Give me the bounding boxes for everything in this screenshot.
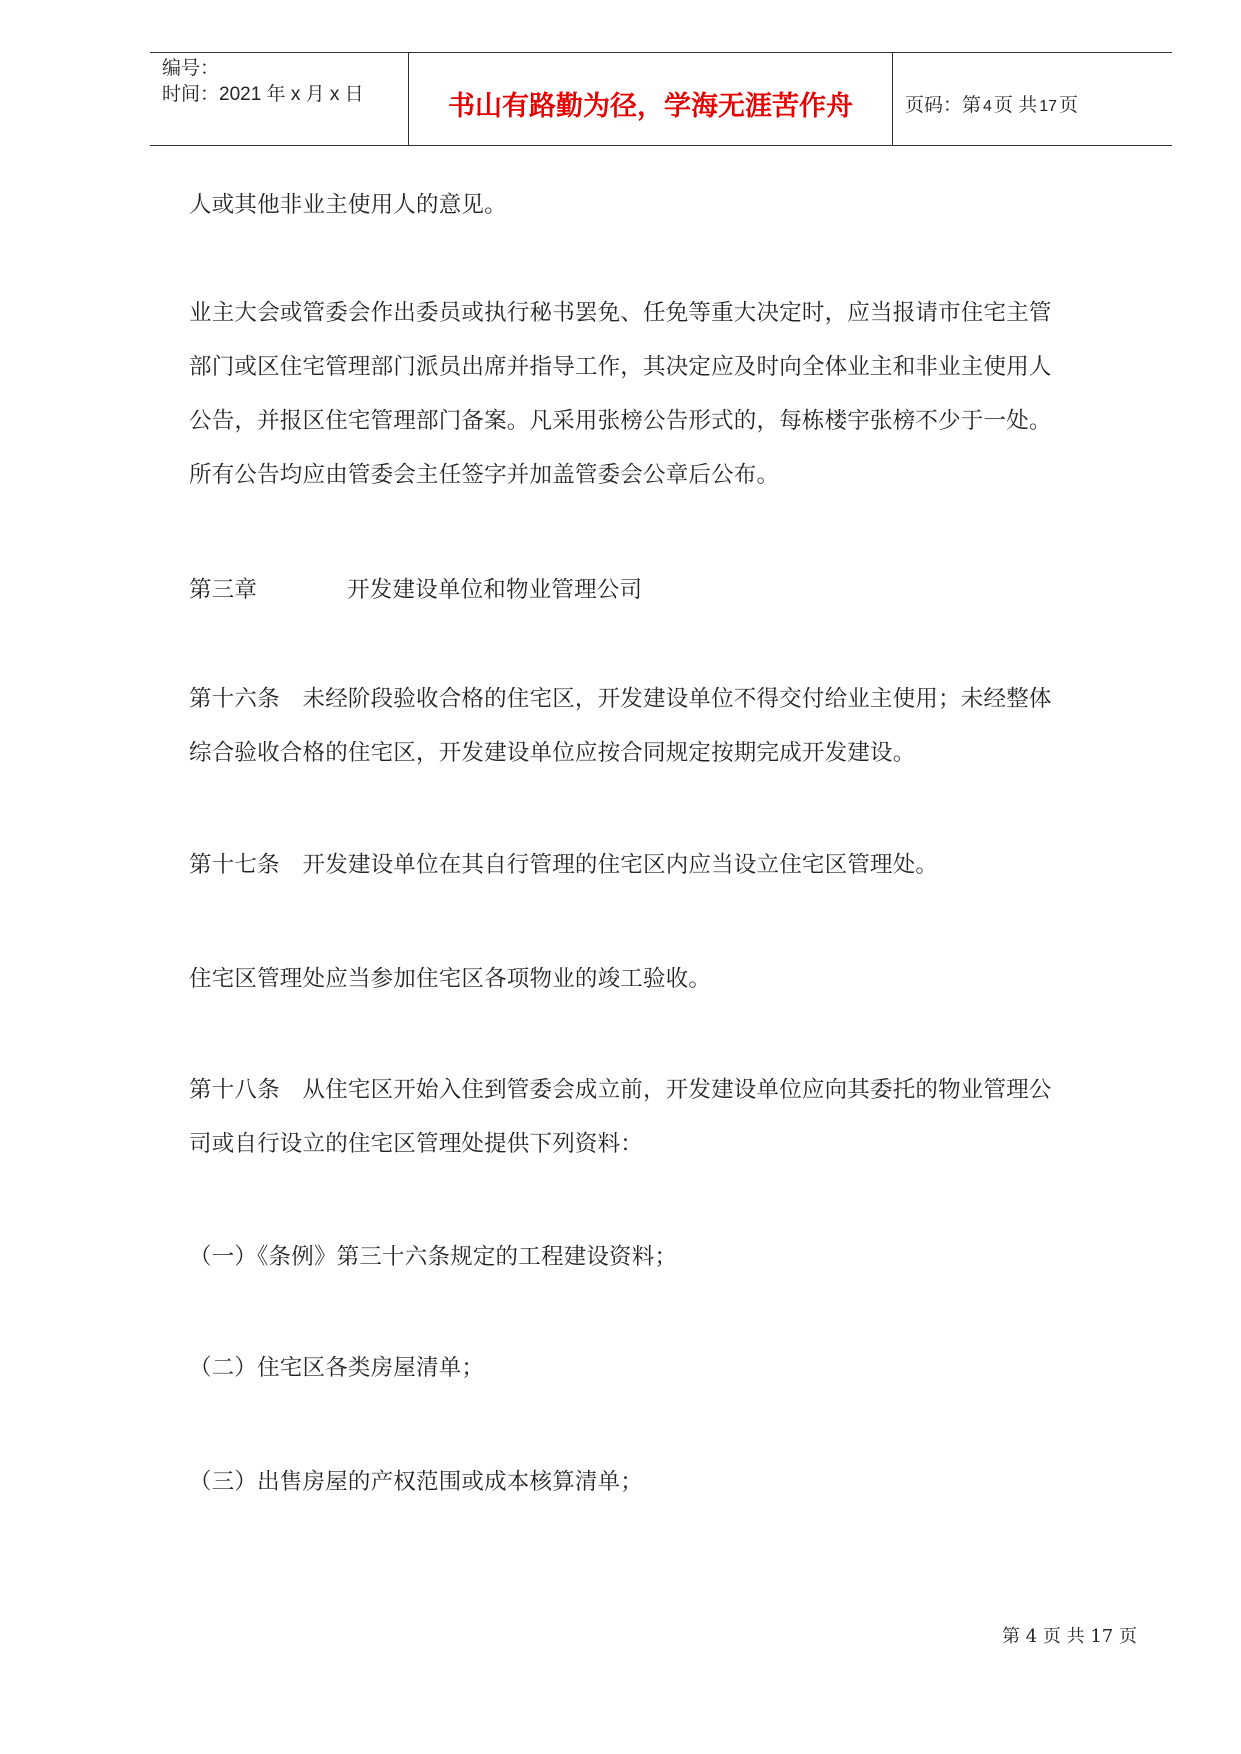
paragraph-line: 所有公告均应由管委会主任签字并加盖管委会公章后公布。 [189,462,780,488]
header-page-total: 17 [1039,97,1057,115]
header-page-info [893,53,1172,145]
paragraph-line: 第十七条 开发建设单位在其自行管理的住宅区内应当设立住宅区管理处。 [189,852,939,878]
motto-text: 书山有路勤为径，学海无涯苦作舟 [448,90,853,122]
paragraph [189,286,1149,502]
footer-suffix: 页 [1119,1626,1137,1647]
page-header [150,52,1172,146]
paragraph-line: （一）《条例》第三十六条规定的工程建设资料； [189,1244,678,1270]
chapter-heading [189,563,1149,617]
paragraph-line: 人或其他非业主使用人的意见。 [189,192,507,218]
chapter-title: 开发建设单位和物业管理公司 [347,577,643,603]
header-page-mid: 页 共 [993,94,1038,116]
paragraph-line: 部门或区住宅管理部门派员出席并指导工作，其决定应及时向全体业主和非业主使用人 [189,354,1052,380]
page-footer [1002,1622,1137,1648]
paragraph [189,178,1149,232]
footer-prefix: 第 [1001,1626,1020,1647]
footer-mid: 页 共 [1042,1626,1085,1647]
list-item [189,1230,1149,1284]
header-page-suffix: 页 [1059,94,1079,116]
header-page-current: 4 [983,97,992,115]
document-time-label: 时间：2021 年 x 月 x 日 [162,84,364,105]
paragraph-line: 综合验收合格的住宅区，开发建设单位应按合同规定按期完成开发建设。 [189,740,916,766]
paragraph-line: （三）出售房屋的产权范围或成本核算清单； [189,1469,644,1495]
document-number-label: 编号： [162,58,220,79]
footer-page-current: 4 [1025,1626,1038,1647]
footer-page-total: 17 [1090,1626,1114,1647]
header-page-prefix: 页码：第 [905,94,982,116]
paragraph-line: 司或自行设立的住宅区管理处提供下列资料： [189,1131,644,1157]
paragraph-line: （二）住宅区各类房屋清单； [189,1355,485,1381]
paragraph [189,952,1149,1006]
header-motto [409,53,893,145]
list-item [189,1341,1149,1395]
header-meta [150,53,409,145]
paragraph-line: 公告，并报区住宅管理部门备案。凡采用张榜公告形式的，每栋楼宇张榜不少于一处。 [189,408,1052,434]
paragraph-line: 第十八条 从住宅区开始入住到管委会成立前，开发建设单位应向其委托的物业管理公 [189,1077,1052,1103]
paragraph-line: 业主大会或管委会作出委员或执行秘书罢免、任免等重大决定时，应当报请市住宅主管 [189,300,1052,326]
chapter-number: 第三章 [189,577,258,603]
article-18 [189,1063,1149,1171]
paragraph-line: 第十六条 未经阶段验收合格的住宅区，开发建设单位不得交付给业主使用；未经整体 [189,686,1052,712]
article-17 [189,838,1149,892]
list-item [189,1455,1149,1509]
header-page-number [905,90,1172,117]
article-16 [189,672,1149,780]
paragraph-line: 住宅区管理处应当参加住宅区各项物业的竣工验收。 [189,966,712,992]
